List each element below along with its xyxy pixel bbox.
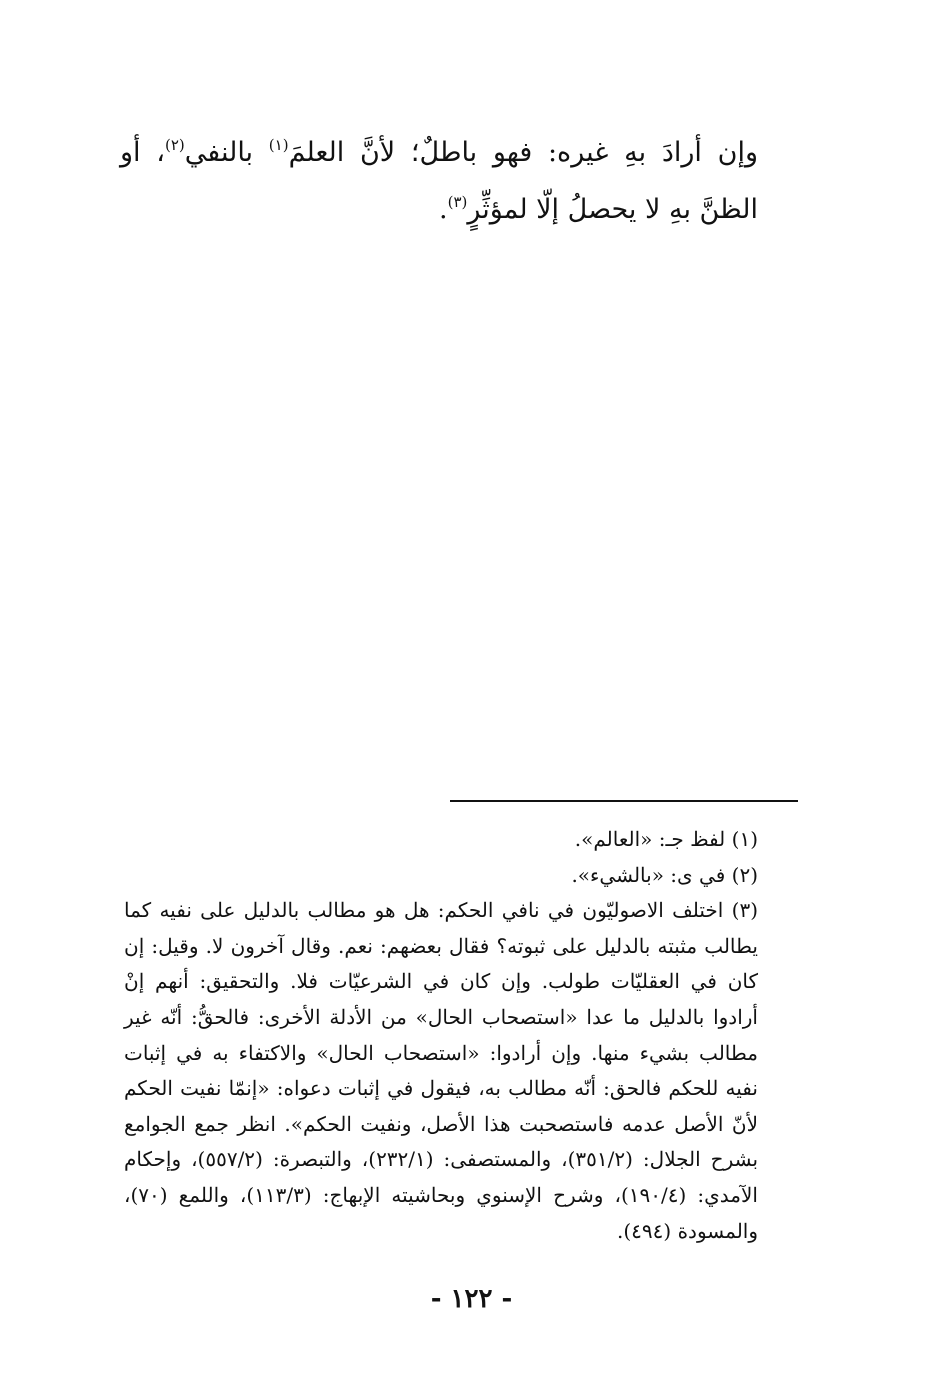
footnote-ref-3: (٣): [447, 193, 468, 211]
main-text-part-1: وإن أرادَ بهِ غيره: فهو باطلٌ؛ لأنَّ العلمَ: [288, 137, 758, 168]
footnote-ref-1: (١): [268, 136, 289, 154]
page-number: - ١٢٢ -: [430, 1284, 513, 1314]
footnote-ref-2: (٢): [165, 136, 185, 154]
main-text-part-3: ، أو الظنَّ بهِ لا يحصلُ إلّا لمؤثِّرٍ: [120, 137, 758, 225]
footnotes: [124, 822, 758, 1249]
main-text-part-2: بالنفي: [184, 137, 269, 168]
footnote-2: (٢) في ى: «بالشيء».: [571, 862, 758, 887]
footnote-3: (٣) اختلف الاصوليّون في نافي الحكم: هل هو مطالب بالدليل على نفيه كما يطالب مثبته بالدليل على ثبوته؟ فقال بعضهم: نعم. وقال آخرون لا. وقيل: إن كان في العقليّات طولب. وإن كان في الشرعيّات فلا. والتحقيق: أنهم إنْ أرادوا بالدليل ما عدا «استصحاب الحال» من الأدلة الأخرى: فالحقُّ: أنّه غير مطالب بشيء منها. وإن أرادوا: «استصحاب الحال» والاكتفاء به في إثبات نفيه للحكم فالحق: أنّه مطالب به، فيقول في إثبات دعواه: «إنمّا نفيت الحكم لأنّ الأصل عدمه فاستصحبت هذا الأصل، ونفيت الحكم». انظر جمع الجوامع بشرح الجلال: (٣٥١/٢)، والمستصفى: (٢٣٢/١)، والتبصرة: (٥٥٧/٢)، وإحكام الآمدي: (١٩٠/٤)، وشرح الإسنوي وبحاشيته الإبهاج: (١١٣/٣)، واللمع (٧٠)، والمسودة (٤٩٤).: [124, 898, 759, 1243]
main-text: [120, 124, 758, 238]
main-text-part-4: .: [438, 194, 448, 225]
main-paragraph: [120, 124, 758, 238]
footnote-separator: [450, 800, 798, 802]
footnote-1: (١) لفظ جـ: «العالم».: [574, 827, 758, 851]
